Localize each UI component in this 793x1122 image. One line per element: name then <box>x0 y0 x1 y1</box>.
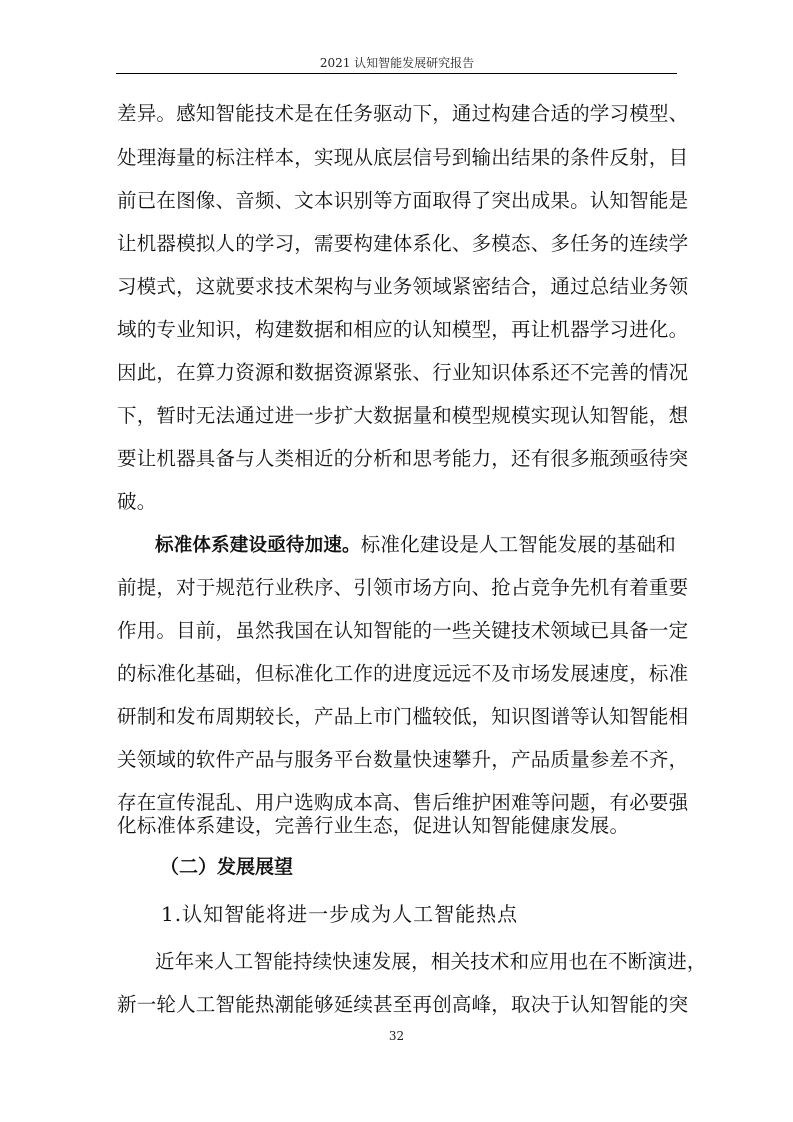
body-line: 关领域的软件产品与服务平台数量快速攀升，产品质量参差不齐， <box>117 748 689 771</box>
body-line: 破。 <box>117 490 157 513</box>
body-line: 要让机器具备与人类相近的分析和思考能力，还有很多瓶颈亟待突 <box>117 447 689 470</box>
body-line: 下，暂时无法通过进一步扩大数据量和模型规模实现认知智能，想 <box>117 404 689 427</box>
body-text: 标准化建设是人工智能发展的基础和 <box>360 533 676 556</box>
body-line: 前提，对于规范行业秩序、引领市场方向、抢占竞争先机有着重要 <box>117 576 689 599</box>
body-line: 因此，在算力资源和数据资源紧张、行业知识体系还不完善的情况 <box>117 361 689 384</box>
header-divider <box>116 73 677 74</box>
page-number: 32 <box>388 1029 405 1043</box>
body-line: 化标准体系建设，完善行业生态，促进认知智能健康发展。 <box>117 814 630 837</box>
subsection-heading: 1.认知智能将进一步成为人工智能热点 <box>161 902 519 926</box>
body-line: 存在宣传混乱、用户选购成本高、售后维护困难等问题，有必要强 <box>117 791 689 814</box>
body-line: 处理海量的标注样本，实现从底层信号到输出结果的条件反射，目 <box>117 146 689 169</box>
body-line: 研制和发布周期较长，产品上市门槛较低，知识图谱等认知智能相 <box>117 705 689 728</box>
body-line: 的标准化基础，但标准化工作的进度远远不及市场发展速度，标准 <box>117 662 689 685</box>
header-title: 2021 认知智能发展研究报告 <box>319 56 475 70</box>
body-line: 让机器模拟人的学习，需要构建体系化、多模态、多任务的连续学 <box>117 232 689 255</box>
body-line: 前已在图像、音频、文本识别等方面取得了突出成果。认知智能是 <box>117 189 689 212</box>
body-line: 域的专业知识，构建数据和相应的认知模型，再让机器学习进化。 <box>117 318 689 341</box>
body-line: 差异。感知智能技术是在任务驱动下，通过构建合适的学习模型、 <box>117 102 689 125</box>
para2-first-line <box>155 533 676 558</box>
body-line: 习模式，这就要求技术架构与业务领域紧密结合，通过总结业务领 <box>117 275 689 298</box>
body-line: 新一轮人工智能热潮能够延续甚至再创高峰，取决于认知智能的突 <box>117 993 689 1016</box>
body-line: 近年来人工智能持续快速发展，相关技术和应用也在不断演进， <box>155 950 707 973</box>
section-heading: （二）发展展望 <box>160 856 294 878</box>
bold-lead-phrase: 标准体系建设亟待加速。 <box>155 535 361 556</box>
body-line: 作用。目前，虽然我国在认知智能的一些关键技术领域已具备一定 <box>117 619 689 642</box>
